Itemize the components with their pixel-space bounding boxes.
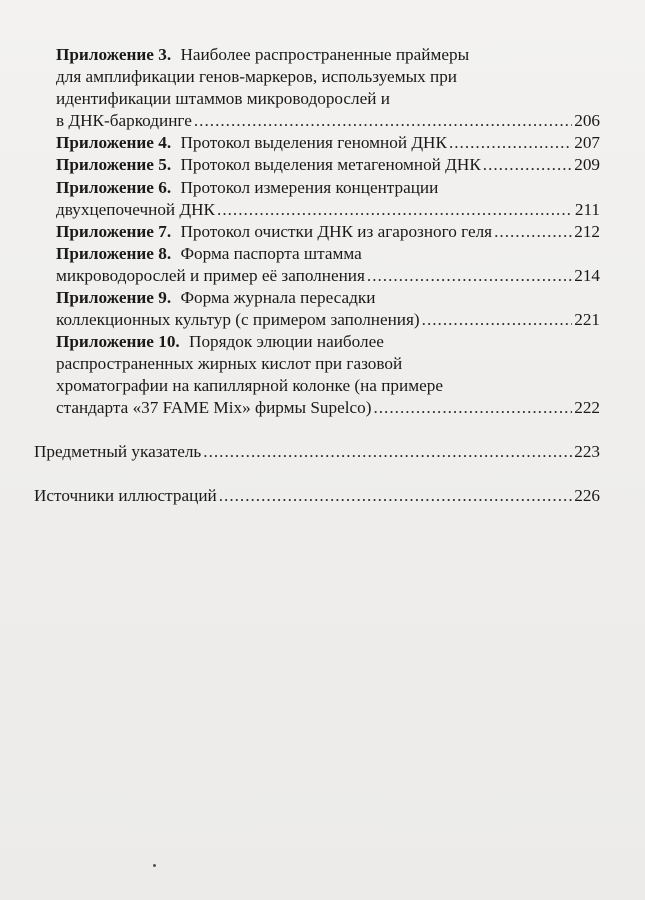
dot-leader	[483, 154, 572, 176]
dot-leader	[422, 309, 573, 331]
appendix-label: Приложение 6.	[56, 178, 172, 197]
dot-leader	[449, 132, 572, 154]
toc-leader-row	[56, 397, 600, 419]
toc-leader-row	[56, 265, 600, 287]
entry-title-line: идентификации штаммов микроводорослей и	[56, 89, 390, 108]
entry-title-line: для амплификации генов-маркеров, используемых при	[56, 67, 457, 86]
appendix-label: Приложение 9.	[56, 288, 172, 307]
toc-entry-appendix-3[interactable]	[56, 44, 469, 66]
page-number: 221	[574, 310, 600, 329]
entry-title-line: распространенных жирных кислот при газовой	[56, 354, 403, 373]
page-number: 212	[574, 222, 600, 241]
toc-entry-appendix-10[interactable]	[56, 331, 384, 353]
toc-entry-appendix-8[interactable]	[56, 243, 362, 265]
toc-entry-appendix-7[interactable]	[56, 221, 600, 243]
dot-leader	[203, 441, 572, 463]
toc-entry-illustration-sources[interactable]	[34, 485, 600, 507]
page-number: 207	[574, 133, 600, 152]
page-number: 226	[574, 486, 600, 505]
toc-leader-row	[56, 199, 600, 221]
dot-leader	[373, 397, 572, 419]
page-number: 222	[574, 398, 600, 417]
toc-entry-appendix-6[interactable]	[56, 177, 438, 199]
section-title: Предметный указатель	[34, 442, 202, 461]
toc-entry-appendix-9[interactable]	[56, 287, 375, 309]
entry-title-line: хроматографии на капиллярной колонке (на примере	[56, 376, 443, 395]
entry-title-line: Порядок элюции наиболее	[189, 332, 384, 351]
dot-leader	[217, 199, 573, 221]
dot-leader	[194, 110, 572, 132]
toc-entry-appendix-4[interactable]	[56, 132, 600, 154]
toc-leader-row	[56, 110, 600, 132]
entry-title-line: в ДНК-баркодинге	[56, 111, 192, 130]
entry-title-line: коллекционных культур (с примером заполнения)	[56, 310, 420, 329]
appendix-label: Приложение 3.	[56, 45, 172, 64]
entry-title-line: стандарта «37 FAME Mix» фирмы Supelco)	[56, 398, 372, 417]
dot-leader	[219, 485, 573, 507]
entry-title-line: двухцепочечной ДНК	[56, 200, 216, 219]
entry-title-line: микроводорослей и пример её заполнения	[56, 266, 365, 285]
entry-title-line: Протокол измерения концентрации	[180, 178, 439, 197]
entry-title-line: Наиболее распространенные праймеры	[180, 45, 470, 64]
dot-leader	[367, 265, 572, 287]
appendix-label: Приложение 10.	[56, 332, 180, 351]
entry-title-line: Протокол выделения геномной ДНК	[180, 133, 447, 152]
page-number: 209	[574, 155, 600, 174]
toc-leader-row	[56, 309, 600, 331]
entry-title-line: Протокол очистки ДНК из агарозного геля	[180, 222, 493, 241]
toc-entry-subject-index[interactable]	[34, 441, 600, 463]
page-number: 223	[574, 442, 600, 461]
appendix-label: Приложение 8.	[56, 244, 172, 263]
toc-entry-appendix-5[interactable]	[56, 154, 600, 176]
appendix-label: Приложение 7.	[56, 222, 172, 241]
entry-title-line: Протокол выделения метагеномной ДНК	[180, 155, 481, 174]
appendix-label: Приложение 5.	[56, 155, 172, 174]
dot-leader	[494, 221, 572, 243]
entry-title-line: Форма паспорта штамма	[180, 244, 362, 263]
appendix-label: Приложение 4.	[56, 133, 172, 152]
page-number: 214	[574, 266, 600, 285]
page-number: 206	[574, 111, 600, 130]
section-title: Источники иллюстраций	[34, 486, 217, 505]
paper-speck	[153, 864, 156, 867]
page-number: 211	[574, 200, 600, 219]
entry-title-line: Форма журнала пересадки	[180, 288, 376, 307]
